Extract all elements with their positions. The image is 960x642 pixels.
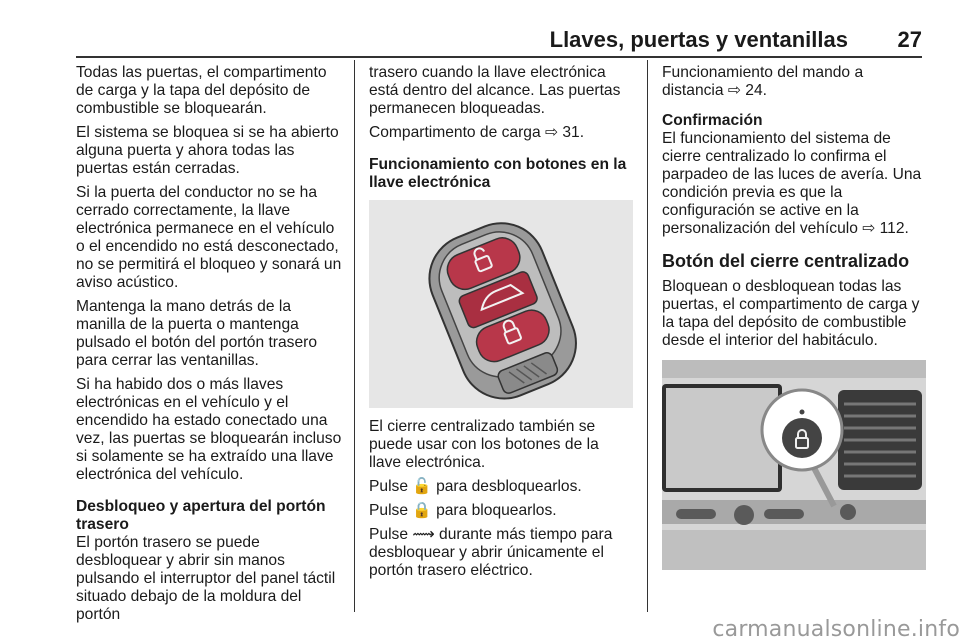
paragraph: El sistema se bloquea si se ha abierto alguna puerta y ahora todas las puertas están cerradas. xyxy=(76,124,339,177)
column-3 xyxy=(662,64,926,580)
paragraph: El cierre centralizado también se puede usar con los botones de la llave electrónica. xyxy=(369,418,599,471)
paragraph: Pulse ⟿ durante más tiempo para desbloquear y abrir únicamente el portón trasero eléctrico. xyxy=(369,526,613,579)
page-number: 27 xyxy=(897,27,922,52)
section-heading: Desbloqueo y apertura del portón trasero xyxy=(76,498,326,533)
paragraph: Si la puerta del conductor no se ha cerrado correctamente, la llave electrónica permanece en el vehículo o el encendido no está desconectado, no se permitirá el bloqueo y sonará un aviso acústico. xyxy=(76,184,342,291)
paragraph: El funcionamiento del sistema de cierre centralizado lo confirma el parpadeo de las luces de avería. Una condición previa es que la configuración se active en la personalización del vehículo ⇨ 112. xyxy=(662,130,922,237)
section-heading: Confirmación xyxy=(662,112,763,129)
column-divider-2 xyxy=(647,60,648,612)
paragraph: Funcionamiento del mando a distancia ⇨ 24. xyxy=(662,64,864,99)
paragraph: Todas las puertas, el compartimento de carga y la tapa del depósito de combustible se bloquearán. xyxy=(76,64,327,117)
electronic-key-illustration xyxy=(369,200,633,408)
section-heading: Funcionamiento con botones en la llave electrónica xyxy=(369,156,627,191)
watermark: carmanualsonline.info xyxy=(712,617,960,642)
paragraph: trasero cuando la llave electrónica está dentro del alcance. Las puertas permanecen bloqueadas. xyxy=(369,64,621,117)
page-header-title: Llaves, puertas y ventanillas xyxy=(549,27,848,52)
paragraph: Bloquean o desbloquean todas las puertas, el compartimento de carga y la tapa del depósito de combustible desde el interior del habitáculo. xyxy=(662,278,920,349)
electronic-key-figure xyxy=(369,200,633,408)
section-heading-large: Botón del cierre centralizado xyxy=(662,251,910,271)
header-rule xyxy=(76,56,922,58)
column-divider-1 xyxy=(354,60,355,612)
column-1 xyxy=(76,64,344,630)
paragraph: Pulse 🔓 para desbloquearlos. xyxy=(369,478,582,495)
paragraph: Si ha habido dos o más llaves electrónicas en el vehículo y el encendido ha estado conectado una vez, las puertas se bloquearán incluso si solamente se ha extraído una llave electrónica del vehículo. xyxy=(76,376,342,483)
central-lock-button-figure xyxy=(662,360,926,570)
paragraph: Mantenga la mano detrás de la manilla de la puerta o mantenga pulsado el botón del portón trasero para cerrar las ventanillas. xyxy=(76,298,318,369)
dashboard-illustration xyxy=(662,360,926,570)
column-2 xyxy=(369,64,633,586)
paragraph: Compartimento de carga ⇨ 31. xyxy=(369,124,585,141)
paragraph: El portón trasero se puede desbloquear y abrir sin manos pulsando el interruptor del panel táctil situado debajo de la moldura del portón xyxy=(76,534,336,623)
paragraph: Pulse 🔒 para bloquearlos. xyxy=(369,502,557,519)
